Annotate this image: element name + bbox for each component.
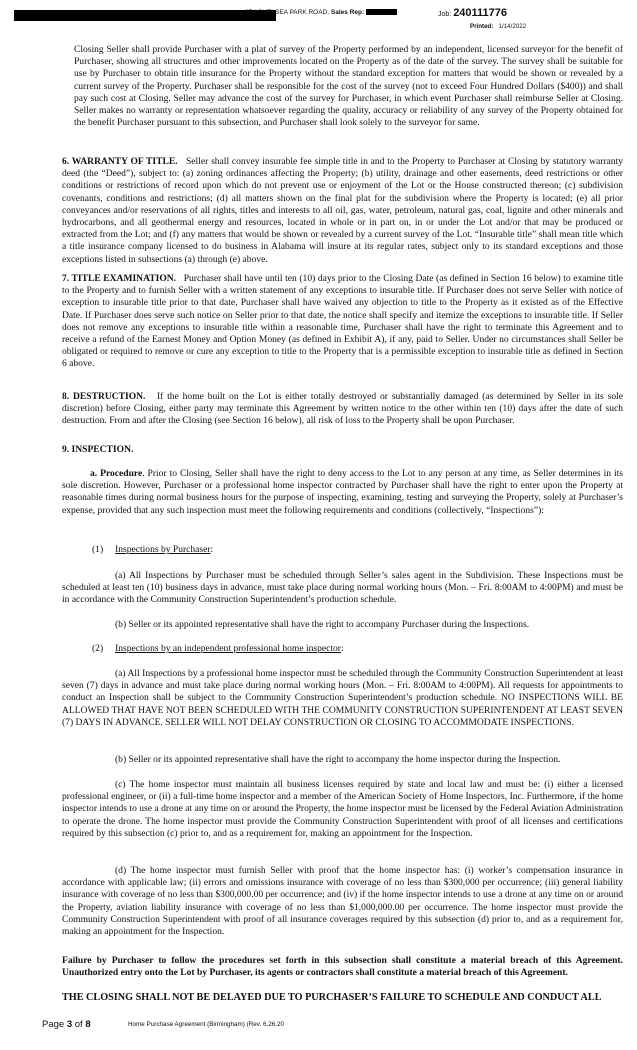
subsection-2c: (c) The home inspector must maintain all business licenses required by state and local law and must be: (i) either a licensed professional engineer, or (ii) a full-time home inspector and a member of the American Society of Home Inspectors, Inc. Furthermore, if the home inspector intends to use a drone at any time on or around the Property, the home inspector must be licensed by the Federal Aviation Administration to operate the drone. The home inspector must provide the Community Construction Superintendent with proof of all licenses and certifications required by this subsection (c) prior to, and as a requirement for, making an appointment for the Inspection. (62, 779, 623, 839)
sales-rep-label: Sales Rep: (330, 9, 365, 16)
header-address (245, 9, 397, 16)
section-7: 7. TITLE EXAMINATION. Purchaser shall have until ten (10) days prior to the Closing Date (as defined in Section 16 below) to examine title to the Property and to furnish Seller with a written statement of any exceptions to insurable title. If Purchaser does not serve Seller with notice of exception to insurable title prior to that date, Purchaser shall have waived any objection to title to the Property as it existed as of the Effective Date. If Purchaser does serve such notice on Seller prior to that date, the notice shall specify and itemize the exceptions to insurable title. If Seller does not remove any exceptions to insurable title within a reasonable time, Purchaser shall have the right to terminate this Agreement and to receive a refund of the Earnest Money and Option Money (as defined in Exhibit A), if any, paid to Seller. Under no circumstances shall Seller be obligated or required to remove or cure any exception to title to the Property that is a permissible exception to insurable title as defined in Section 6 above. (62, 273, 623, 370)
paragraph-survey: Closing Seller shall provide Purchaser with a plat of survey of the Property performed by an independent, licensed surveyor for the benefit of Purchaser, showing all structures and other improvements located on the Property as of the date of the survey. The survey shall be suitable for use by Purchaser to obtain title insurance for the Property without the standard exception for matters that would be shown or revealed by a current survey of the Property. Purchaser shall be responsible for the cost of the survey (not to exceed Four Hundred Dollars ($400)) and shall pay such cost at Closing. Seller may advance the cost of the survey for Purchaser, in which event Purchaser shall reimburse Seller at Closing. Seller makes no warranty or representation whatsoever regarding the quality, accuracy or reliability of any survey of the Property obtained for the benefit Purchaser pursuant to this subsection, and Purchaser shall look solely to the surveyor for same. (74, 44, 623, 129)
footer-doc-title: Home Purchase Agreement (Birmingham) (Rev. 6.26.20 (128, 1021, 284, 1028)
printed-date: Printed: 1/14/2022 (470, 23, 527, 30)
redacted-block (14, 10, 276, 21)
redacted-sales-rep (366, 9, 397, 15)
subsection-2d: (d) The home inspector must furnish Seller with proof that the home inspector has: (i) worker’s compensation insurance in accordance with applicable law; (ii) errors and omissions insurance with coverage of no less than $300,000 per occurrence; (iii) general liability insurance with coverage of no less than $300,000.00 per occurrence; and (iv) if the home inspector intends to use a drone at any time on or around the Property, aviation liability insurance with coverage of no less than $1,000,000.00 per occurrence. The home inspector must provide the Community Construction Superintendent with proof of all insurance coverages required by this subsection (d) prior to, and as a requirement for, making an appointment for the Inspection. (62, 865, 623, 938)
subsection-1b: (b) Seller or its appointed representative shall have the right to accompany Purchaser during the Inspections. (115, 619, 530, 630)
page-number: Page 3 of 8 (42, 1019, 91, 1030)
section-8: 8. DESTRUCTION. If the home built on the Lot is either totally destroyed or substantially damaged (as determined by Seller in its sole discretion) before Closing, either party may terminate this Agreement by written notice to the other within ten (10) days after the date of such destruction. From and after the Closing (see Section 16 below), all risk of loss to the Property shall be upon Purchaser. (62, 391, 623, 427)
closing-notice: THE CLOSING SHALL NOT BE DELAYED DUE TO PURCHASER’S FAILURE TO SCHEDULE AND CONDUCT ALL (62, 992, 602, 1003)
subsection-2-heading: (2) Inspections by an independent professional home inspector: (92, 643, 344, 654)
section-9a-procedure: a. Procedure. Prior to Closing, Seller shall have the right to deny access to the Lot to any person at any time, as Seller determines in its sole discretion. However, Purchaser or a professional home inspector contracted by Purchaser shall have the right to enter upon the Property at reasonable times during normal business hours for the purpose of inspecting, examining, testing and surveying the Property, solely at Purchaser’s expense, provided that any such inspection must meet the following requirements and conditions (collectively, “Inspections”): (62, 468, 623, 516)
address-text: 274 CHELSEA PARK ROAD, (245, 9, 330, 16)
section-9-heading: 9. INSPECTION. (62, 444, 134, 455)
failure-notice: Failure by Purchaser to follow the procedures set forth in this subsection shall constitute a material breach of this Agreement. Unauthorized entry onto the Lot by Purchaser, its agents or contractors shall constitute a material breach of this Agreement. (62, 955, 623, 979)
subsection-2a: (a) All Inspections by a professional home inspector must be scheduled through the Community Construction Superintendent at least seven (7) days in advance and must take place during normal working hours (Mon. – Fri. 8:00AM to 4:00PM). All requests for appointments to conduct an Inspection shall be subject to the Community Construction Superintendent’s production schedule. NO INSPECTIONS WILL BE ALLOWED THAT HAVE NOT BEEN SCHEDULED WITH THE COMMUNITY CONSTRUCTION SUPERINTENDENT AT LEAST SEVEN (7) DAYS IN ADVANCE. SELLER WILL NOT DELAY CONSTRUCTION OR CLOSING TO ACCOMMODATE INSPECTIONS. (62, 668, 623, 728)
section-6: 6. WARRANTY OF TITLE. Seller shall convey insurable fee simple title in and to the Property to Purchaser at Closing by statutory warranty deed (the “Deed”), subject to: (a) zoning ordinances affecting the Property; (b) utility, drainage and other easements, deed restrictions or other conditions or restrictions of record upon which do not prevent use or enjoyment of the Lot or the House constructed thereon; (c) subdivision covenants, conditions and restrictions; (d) all matters shown on the final plat for the subdivision where the Property is located; (e) all prior conveyances and/or reservations of all rights, titles and interests to all oil, gas, water, petroleum, natural gas, coal, lignite and other minerals and hydrocarbons, and all geothermal energy and resources, located in whole or in part on, in or under the Lot and/or that may be produced or extracted from the Lot; and (f) any matters that would be shown or revealed by a current survey of the Lot. “Insurable title” shall mean title which a title insurance company licensed to do business in Alabama will insure at its regular rates, subject only to its standard exceptions and those exceptions listed in subsections (a) through (e) above. (62, 156, 623, 265)
subsection-1-heading: (1) Inspections by Purchaser: (92, 544, 214, 555)
subsection-1a: (a) All Inspections by Purchaser must be scheduled through Seller’s sales agent in the Subdivision. These Inspections must be scheduled at least ten (10) business days in advance, must take place during normal working hours (Mon. – Fri. 8:00AM to 4:00PM) and must be in accordance with the Community Construction Superintendent’s production schedule. (62, 570, 623, 606)
job-label: Job: 240111776 (438, 7, 508, 19)
subsection-2b: (b) Seller or its appointed representative shall have the right to accompany the home inspector during the Inspection. (115, 754, 561, 765)
